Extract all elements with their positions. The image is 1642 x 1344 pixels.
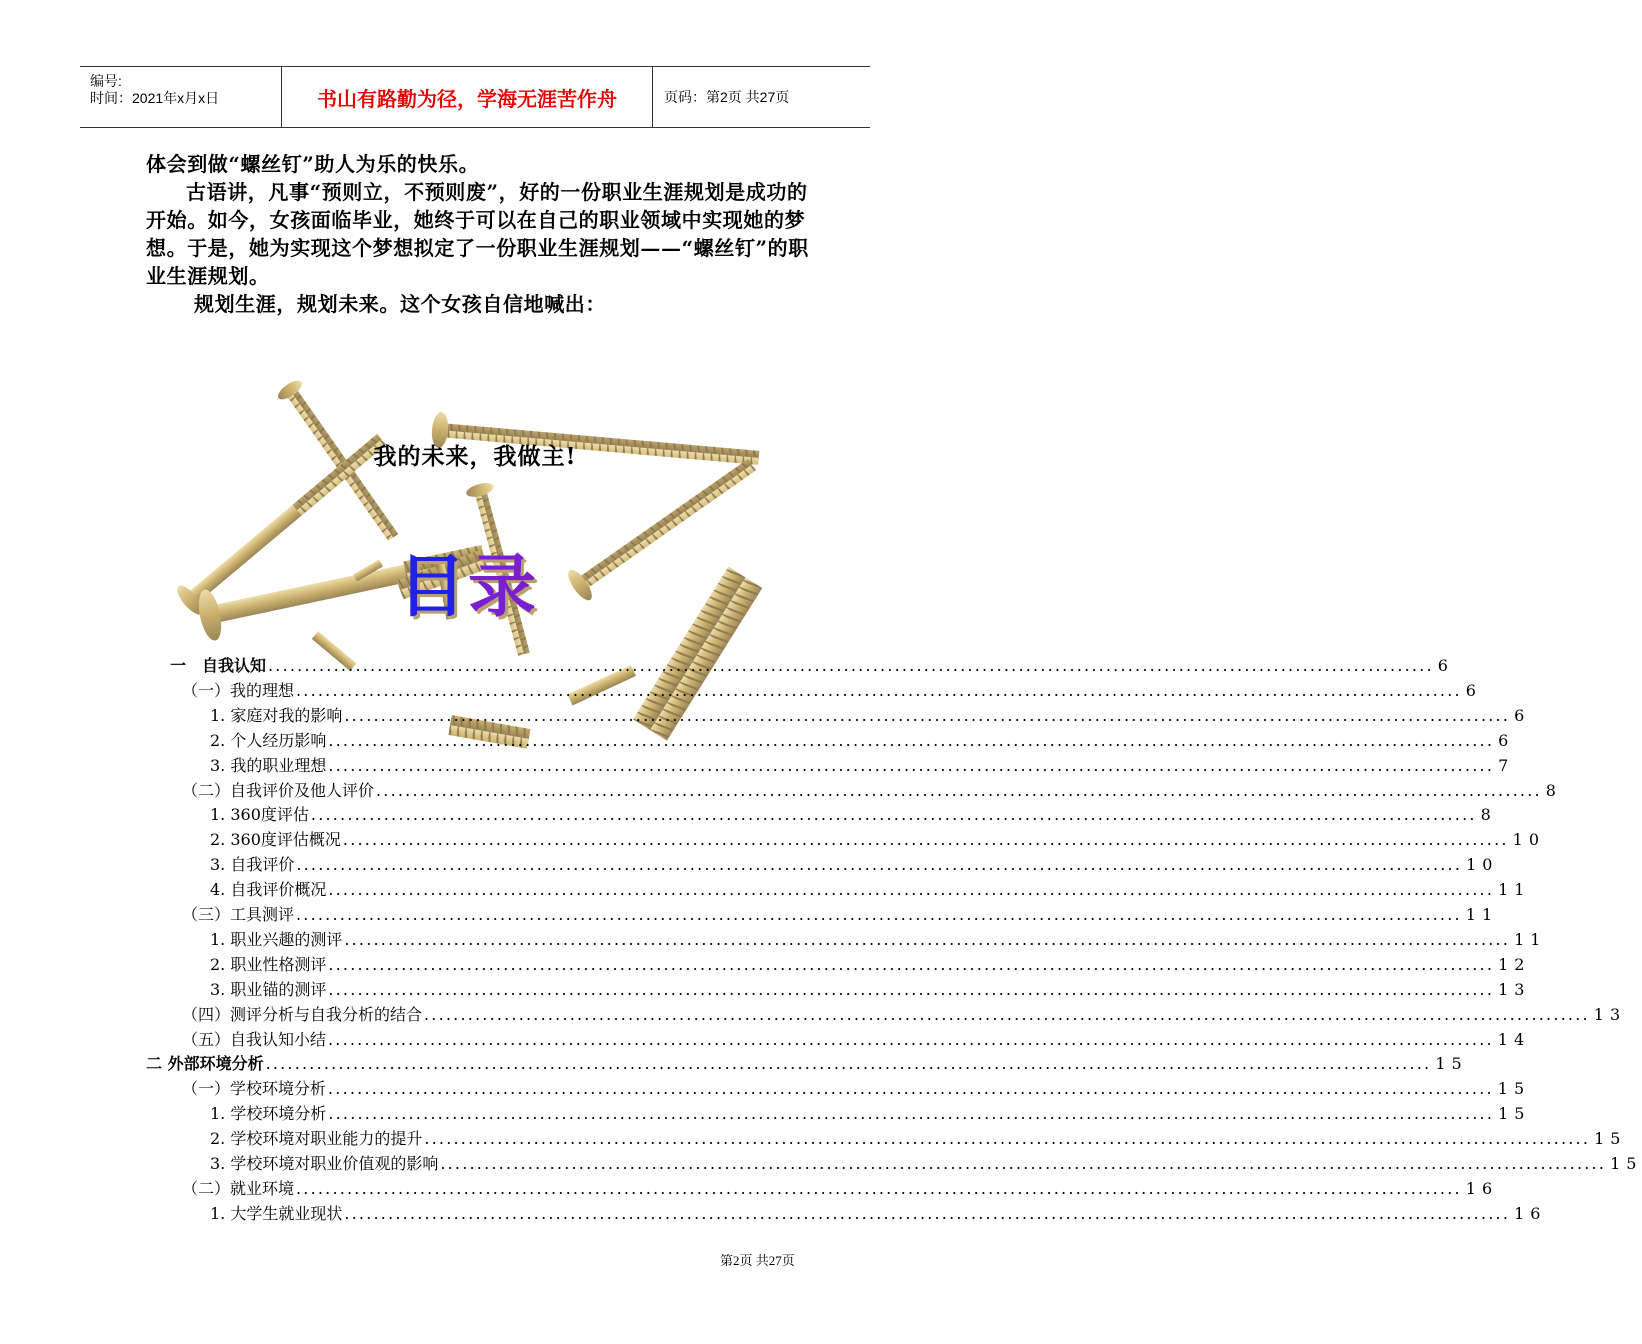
toc-entry-label: 4. 自我评价概况: [210, 880, 327, 900]
toc-entry-label: （三）工具测评: [182, 905, 295, 924]
header-page-info: 页码：第2页 共27页: [664, 89, 790, 105]
toc-entry-label: 1. 家庭对我的影响: [210, 705, 343, 725]
toc-entry-page: 15: [1594, 1129, 1627, 1149]
toc-leader-dots: ................................................................................................................................................................: [265, 1054, 1432, 1074]
toc-entry-page: 15: [1435, 1054, 1468, 1074]
toc-leader-dots: ................................................................................................................................................................: [328, 979, 1495, 999]
page-footer: 第2页 共27页: [720, 1253, 795, 1268]
toc-entry-label: 3. 我的职业理想: [210, 755, 327, 775]
toc-entry[interactable]: [210, 928, 1547, 952]
toc-entry-page: 15: [1498, 1104, 1531, 1124]
toc-leader-dots: ................................................................................................................................................................: [296, 855, 1463, 875]
toc-entry-label: （二）自我评价及他人评价: [182, 780, 375, 800]
toc-title-part1: 目: [398, 548, 469, 627]
toc-entry[interactable]: [210, 704, 1531, 728]
toc-leader-dots: ................................................................................................................................................................: [328, 880, 1495, 900]
toc-leader-dots: ................................................................................................................................................................: [376, 780, 1542, 800]
toc-entry-page: 6: [1437, 656, 1454, 675]
toc-entry-label: 2. 360度评估概况: [210, 830, 341, 850]
header-time: 时间：2021年x月x日: [90, 90, 220, 106]
toc-entry[interactable]: [182, 779, 1562, 803]
toc-title: [398, 548, 538, 628]
toc-leader-dots: ................................................................................................................................................................: [310, 805, 1477, 825]
toc-entry-label: 2. 学校环境对职业能力的提升: [210, 1129, 423, 1149]
toc-entry-page: 11: [1514, 929, 1547, 949]
toc-entry[interactable]: [210, 878, 1531, 902]
toc-entry-label: 1. 大学生就业现状: [210, 1203, 343, 1223]
toc-entry-label: 一 自我认知: [170, 656, 267, 675]
toc-entry-label: 3. 学校环境对职业价值观的影响: [210, 1154, 439, 1173]
toc-leader-dots: ................................................................................................................................................................: [328, 1104, 1495, 1124]
toc-entry[interactable]: [182, 1003, 1627, 1027]
toc-entry[interactable]: [210, 803, 1497, 827]
toc-entry[interactable]: [210, 1202, 1547, 1226]
toc-entry-label: 2. 个人经历影响: [210, 730, 327, 750]
toc-entry[interactable]: [210, 1127, 1627, 1151]
header-meta: [80, 67, 282, 127]
toc-leader-dots: ................................................................................................................................................................: [296, 1178, 1462, 1198]
toc-leader-dots: ................................................................................................................................................................: [296, 680, 1462, 700]
toc-leader-dots: ................................................................................................................................................................: [344, 929, 1511, 949]
toc-entry-page: 11: [1498, 880, 1531, 900]
intro-text: [146, 150, 816, 318]
toc-entry-page: 7: [1498, 755, 1515, 775]
toc-entry-label: 3. 职业锚的测评: [210, 979, 327, 999]
toc-entry-label: 二 外部环境分析: [146, 1054, 264, 1074]
header-motto: 书山有路勤为径，学海无涯苦作舟: [282, 67, 653, 127]
toc-entry[interactable]: [210, 729, 1515, 753]
toc-entry[interactable]: [182, 679, 1482, 703]
toc-entry-page: 13: [1593, 1004, 1627, 1024]
toc-entry-page: 15: [1497, 1079, 1531, 1099]
toc-leader-dots: ................................................................................................................................................................: [328, 1079, 1494, 1099]
intro-line1: 体会到做“螺丝钉”助人为乐的快乐。: [146, 152, 480, 176]
toc-entry-label: 1. 学校环境分析: [210, 1104, 327, 1124]
toc-entry-page: 16: [1465, 1178, 1499, 1198]
toc-leader-dots: ................................................................................................................................................................: [342, 830, 1509, 850]
toc-entry[interactable]: [182, 1177, 1499, 1201]
toc-entry-page: 6: [1465, 680, 1482, 700]
toc-entry-page: 8: [1545, 780, 1562, 800]
toc-entry[interactable]: [210, 754, 1515, 778]
toc-entry-label: （二）就业环境: [182, 1178, 295, 1198]
toc-entry-page: 6: [1514, 705, 1531, 725]
toc-title-part2: 录: [468, 548, 539, 627]
header-number: 编号:: [90, 73, 122, 89]
toc-entry-page: 14: [1497, 1029, 1531, 1049]
toc-entry-label: （一）学校环境分析: [182, 1079, 327, 1099]
toc-entry[interactable]: [210, 1102, 1531, 1126]
toc-entry[interactable]: [170, 654, 1454, 678]
toc-entry-page: 12: [1498, 954, 1531, 974]
toc-entry[interactable]: [182, 1028, 1531, 1052]
toc-entry-label: 1. 职业兴趣的测评: [210, 929, 343, 949]
intro-closing: 规划生涯，规划未来。这个女孩自信地喊出：: [194, 292, 606, 316]
toc-entry[interactable]: [210, 953, 1531, 977]
toc-entry[interactable]: [210, 828, 1546, 852]
toc-entry[interactable]: [182, 1077, 1531, 1101]
toc-entry[interactable]: [210, 978, 1531, 1002]
toc-entry-page: 13: [1498, 979, 1531, 999]
toc-entry-label: （五）自我认知小结: [182, 1029, 327, 1049]
toc-leader-dots: ................................................................................................................................................................: [424, 1129, 1591, 1149]
toc-entry-page: 16: [1514, 1203, 1547, 1223]
intro-paragraph: 古语讲，凡事“预则立，不预则废”，好的一份职业生涯规划是成功的开始。如今，女孩面临毕业，她终于可以在自己的职业领域中实现她的梦想。于是，她为实现这个梦想拟定了一份职业生涯规划——“螺丝钉”的职业生涯规划。: [146, 180, 809, 288]
toc-leader-dots: ................................................................................................................................................................: [440, 1154, 1607, 1173]
toc-leader-dots: ................................................................................................................................................................: [268, 656, 1434, 675]
toc-entry-label: 1. 360度评估: [210, 805, 309, 825]
toc-entry[interactable]: [210, 853, 1499, 877]
toc-entry-page: 6: [1498, 730, 1515, 750]
toc-entry-label: （四）测评分析与自我分析的结合: [182, 1004, 423, 1024]
toc-leader-dots: ................................................................................................................................................................: [328, 755, 1495, 775]
toc-entry-page: 15: [1610, 1154, 1642, 1173]
slogan: 我的未来，我做主!: [373, 443, 577, 470]
toc-leader-dots: ................................................................................................................................................................: [344, 705, 1511, 725]
toc-entry[interactable]: [210, 1152, 1642, 1176]
toc-entry[interactable]: [182, 903, 1499, 927]
toc-leader-dots: ................................................................................................................................................................: [296, 905, 1462, 924]
toc-entry-page: 8: [1480, 805, 1497, 825]
toc-leader-dots: ................................................................................................................................................................: [344, 1203, 1511, 1223]
toc-entry-label: （一）我的理想: [182, 680, 295, 700]
toc-entry[interactable]: [146, 1052, 1468, 1076]
toc-entry-page: 11: [1465, 905, 1499, 924]
toc-entry-label: 3. 自我评价: [210, 855, 295, 875]
toc-leader-dots: ................................................................................................................................................................: [328, 1029, 1494, 1049]
toc-entry-label: 2. 职业性格测评: [210, 954, 327, 974]
toc-leader-dots: ................................................................................................................................................................: [424, 1004, 1590, 1024]
toc-leader-dots: ................................................................................................................................................................: [328, 954, 1495, 974]
toc-entry-page: 10: [1466, 855, 1499, 875]
toc-entry-page: 10: [1512, 830, 1546, 850]
page-header: [80, 66, 870, 128]
toc-leader-dots: ................................................................................................................................................................: [328, 730, 1495, 750]
